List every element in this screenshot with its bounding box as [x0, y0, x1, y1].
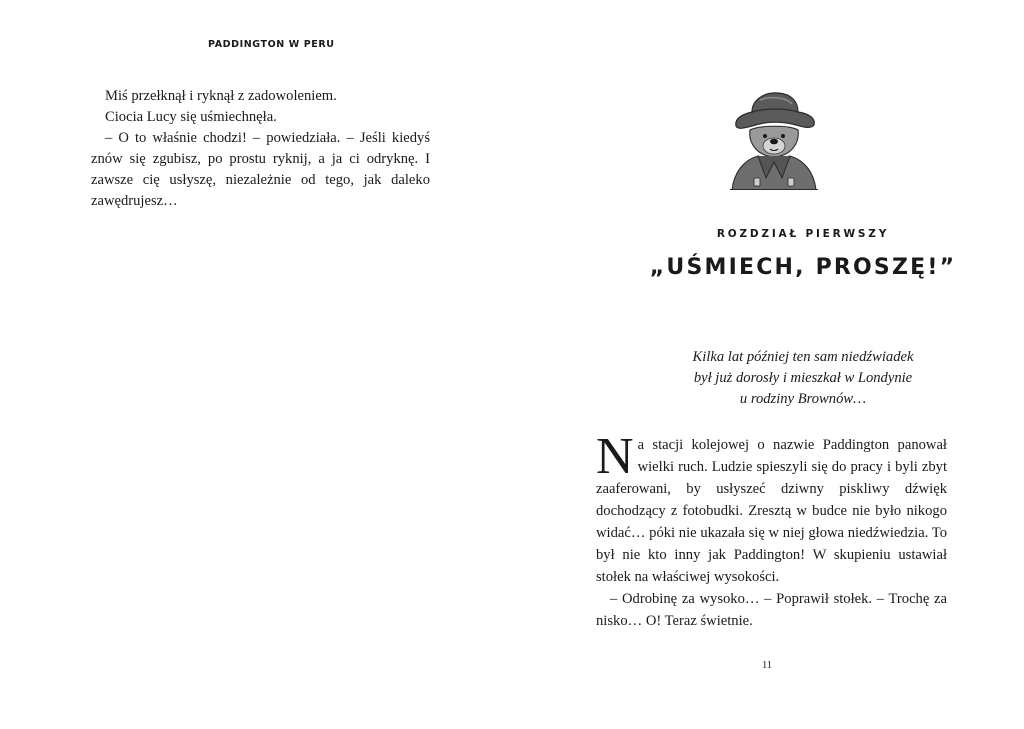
intro-line: Kilka lat później ten sam niedźwiadek [692, 349, 914, 365]
paragraph: – O to właśnie chodzi! – powiedziała. – Jeśli kiedyś znów się zgubisz, po prostu ryknij, a ja ci odryknę. I zawsze cię usłyszę, niezależnie od tego, jak daleko zawędrujesz… [91, 130, 430, 209]
page-number: 11 [761, 660, 773, 671]
first-paragraph [596, 428, 947, 588]
chapter-label: ROZDZIAŁ PIERWSZY [716, 228, 890, 240]
chapter-body [596, 428, 947, 632]
intro-line: u rodziny Brownów… [739, 391, 867, 407]
drop-cap: N [596, 428, 634, 485]
chapter-title: „UŚMIECH, PROSZĘ!” [649, 255, 957, 280]
first-paragraph-text: a stacji kolejowej o nazwie Paddington panował wielki ruch. Ludzie spieszyli się do pracy i byli zbyt zaaferowani, by usłyszeć dziwny piskliwy dźwięk dochodzący z fotobudki. Zresztą w budce nie było nikogo widać… póki nie ukazała się w niej głowa niedźwiedzia. To był nie kto inny jak Paddington! W skupieniu ustawiał stołek na właściwej wysokości. [596, 437, 947, 585]
chapter-intro [512, 347, 1024, 410]
running-head: PADDINGTON W PERU [208, 39, 335, 50]
paddington-bear-icon [730, 86, 818, 190]
paragraph: Miś przełknął i ryknął z zadowoleniem. [105, 88, 337, 104]
paragraph: Ciocia Lucy się uśmiechnęła. [105, 109, 277, 125]
left-page-text [91, 86, 430, 212]
right-page [512, 0, 1024, 729]
paragraph: – Odrobinę za wysoko… – Poprawił stołek. – Trochę za nisko… O! Teraz świetnie. [596, 591, 947, 629]
intro-line: był już dorosły i mieszkał w Londynie [693, 370, 913, 386]
